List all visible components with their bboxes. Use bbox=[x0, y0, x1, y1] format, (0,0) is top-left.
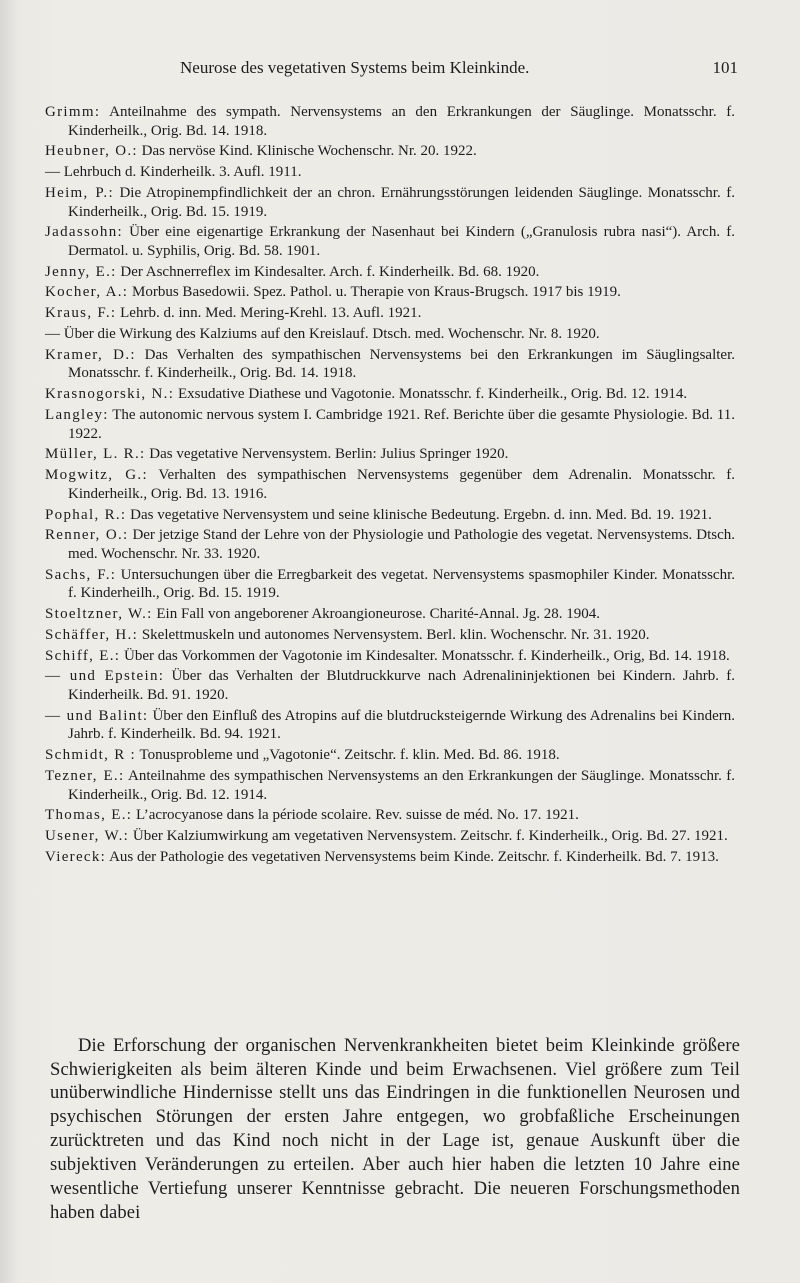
reference-text: — Über die Wirkung des Kalziums auf den Kreislauf. Dtsch. med. Wochenschr. Nr. 8. 1920. bbox=[45, 326, 600, 343]
reference-entry bbox=[45, 626, 735, 645]
reference-entry bbox=[45, 767, 735, 804]
reference-text: Über eine eigenartige Erkrankung der Nasenhaut bei Kindern („Granulosis rubra nasi“). Arch. f. Dermatol. u. Syphilis, Orig. Bd. 58. 1901. bbox=[68, 224, 735, 259]
reference-author: Schiff, E.: bbox=[45, 647, 121, 664]
reference-author: Stoeltzner, W.: bbox=[45, 606, 153, 623]
reference-entry bbox=[45, 406, 735, 443]
reference-text: Das vegetative Nervensystem und seine klinische Bedeutung. Ergebn. d. inn. Med. Bd. 19. 1921. bbox=[126, 506, 712, 523]
reference-author: Müller, L. R.: bbox=[45, 446, 146, 463]
reference-author: Schmidt, R : bbox=[45, 747, 137, 764]
reference-text: Aus der Pathologie des vegetativen Nervensystems beim Kinde. Zeitschr. f. Kinderheilk. Bd. 7. 1913. bbox=[106, 848, 719, 865]
reference-text: Das nervöse Kind. Klinische Wochenschr. Nr. 20. 1922. bbox=[137, 143, 477, 160]
reference-entry bbox=[45, 647, 735, 666]
reference-text: Morbus Basedowii. Spez. Pathol. u. Therapie von Kraus-Brugsch. 1917 bis 1919. bbox=[128, 284, 621, 301]
reference-entry bbox=[45, 263, 735, 282]
reference-text: Ein Fall von angeborener Akroangioneurose. Charité-Annal. Jg. 28. 1904. bbox=[152, 606, 601, 623]
reference-entry bbox=[45, 184, 735, 221]
reference-entry bbox=[45, 346, 735, 383]
reference-entry bbox=[45, 566, 735, 603]
reference-entry bbox=[45, 848, 735, 867]
reference-author: — und Balint: bbox=[45, 707, 149, 724]
reference-text: — Lehrbuch d. Kinderheilk. 3. Aufl. 1911. bbox=[45, 164, 302, 181]
reference-text: Das vegetative Nervensystem. Berlin: Julius Springer 1920. bbox=[145, 446, 509, 463]
body-paragraph: Die Erforschung der organischen Nervenkrankheiten bietet beim Kleinkinde größere Schwierigkeiten als beim älteren Kinde und beim Erwachsenen. Viel größere zum Teil unüberwindliche Hindernisse stellt uns das Eindringen in die funktionellen Neurosen und psychischen Störungen der ersten Jahre entgegen, wo grobfaßliche Erscheinungen zurücktreten und das Kind noch nicht in der Lage ist, genaue Auskunft über die subjektiven Veränderungen zu erteilen. Aber auch hier haben die letzten 10 Jahre eine wesentliche Vertiefung unserer Kenntnisse gebracht. Die neueren Forschungsmethoden haben dabei bbox=[50, 1034, 740, 1223]
reference-text: Über das Verhalten der Blutdruckkurve nach Adrenalininjektionen bei Kindern. Jahrb. f. Kinderheilk. Bd. 91. 1920. bbox=[68, 668, 735, 703]
reference-author: Kraus, F.: bbox=[45, 305, 117, 322]
reference-entry bbox=[45, 707, 735, 744]
reference-entry bbox=[45, 466, 735, 503]
reference-text: The autonomic nervous system I. Cambridge 1921. Ref. Berichte über die gesamte Physiologie. Bd. 11. 1922. bbox=[68, 406, 735, 442]
reference-text: Untersuchungen über die Erregbarkeit des vegetat. Nervensystems spasmophiler Kinder. Monatsschr. f. Kinderheilh., Orig. Bd. 15. 1919. bbox=[68, 566, 735, 602]
reference-entry bbox=[45, 806, 735, 825]
reference-author: Usener, W.: bbox=[45, 828, 130, 845]
reference-entry bbox=[45, 142, 735, 161]
reference-author: Mogwitz, G.: bbox=[45, 467, 148, 484]
reference-author: Sachs, F.: bbox=[45, 566, 117, 583]
reference-author: Pophal, R.: bbox=[45, 506, 127, 523]
reference-author: — und Epstein: bbox=[45, 668, 165, 685]
reference-text: Das Verhalten des sympathischen Nervensystems bei den Erkrankungen im Säuglingsalter. Monatsschr. f. Kinderheilk., Orig. Bd. 14. 1918. bbox=[68, 346, 735, 382]
reference-text: Anteilnahme des sympath. Nervensystems an den Erkrankungen der Säuglinge. Monatsschr. f. Kinderheilk., Orig. Bd. 14. 1918. bbox=[68, 104, 735, 139]
reference-author: Krasnogorski, N.: bbox=[45, 386, 175, 403]
reference-entry bbox=[45, 385, 735, 404]
reference-author: Kocher, A.: bbox=[45, 284, 129, 301]
reference-text: Über das Vorkommen der Vagotonie im Kindesalter. Monatsschr. f. Kinderheilk., Orig, Bd. 14. 1918. bbox=[120, 647, 730, 664]
reference-author: Jenny, E.: bbox=[45, 263, 117, 280]
reference-entry bbox=[45, 746, 735, 765]
page-number: 101 bbox=[712, 58, 738, 77]
reference-author: Schäffer, H.: bbox=[45, 626, 139, 643]
reference-text: Tonusprobleme und „Vagotonie“. Zeitschr. f. klin. Med. Bd. 86. 1918. bbox=[136, 747, 560, 764]
reference-entry bbox=[45, 304, 735, 323]
reference-author: Thomas, E.: bbox=[45, 807, 133, 824]
reference-entry bbox=[45, 103, 735, 140]
reference-author: Heim, P.: bbox=[45, 184, 114, 201]
reference-entry bbox=[45, 605, 735, 624]
reference-text: Anteilnahme des sympathischen Nervensystems an den Erkrankungen der Säuglinge. Monatsschr. f. Kinderheilk., Orig. Bd. 12. 1914. bbox=[68, 767, 735, 803]
reference-text: Lehrb. d. inn. Med. Mering-Krehl. 13. Aufl. 1921. bbox=[116, 305, 422, 322]
reference-entry bbox=[45, 223, 735, 260]
running-title: Neurose des vegetativen Systems beim Kleinkinde. bbox=[180, 58, 530, 77]
reference-entry bbox=[45, 163, 735, 182]
reference-entry bbox=[45, 827, 735, 846]
reference-text: Der Aschnerreflex im Kindesalter. Arch. f. Kinderheilk. Bd. 68. 1920. bbox=[116, 263, 540, 280]
reference-text: Über Kalziumwirkung am vegetativen Nervensystem. Zeitschr. f. Kinderheilk., Orig. Bd. 27. 1921. bbox=[129, 828, 728, 845]
reference-author: Renner, O.: bbox=[45, 527, 129, 544]
reference-list bbox=[45, 103, 735, 869]
reference-entry bbox=[45, 445, 735, 464]
reference-entry bbox=[45, 283, 735, 302]
page-header bbox=[40, 58, 740, 82]
reference-author: Heubner, O.: bbox=[45, 143, 138, 160]
reference-entry bbox=[45, 667, 735, 704]
reference-author: Tezner, E.: bbox=[45, 767, 125, 784]
reference-entry bbox=[45, 526, 735, 563]
reference-text: Verhalten des sympathischen Nervensystems gegenüber dem Adrenalin. Monatsschr. f. Kinderheilk., Orig. Bd. 13. 1916. bbox=[68, 467, 735, 502]
reference-entry bbox=[45, 325, 735, 344]
reference-text: Die Atropinempfindlichkeit der an chron. Ernährungsstörungen leidenden Säuglinge. Monatsschr. f. Kinderheilk., Orig. Bd. 15. 1919. bbox=[68, 184, 735, 220]
reference-entry bbox=[45, 506, 735, 525]
reference-text: Skelettmuskeln und autonomes Nervensystem. Berl. klin. Wochenschr. Nr. 31. 1920. bbox=[138, 626, 650, 643]
reference-author: Langley: bbox=[45, 406, 109, 423]
reference-author: Viereck: bbox=[45, 848, 107, 865]
reference-author: Grimm: bbox=[45, 104, 101, 120]
reference-author: Jadassohn: bbox=[45, 224, 123, 241]
reference-author: Kramer, D.: bbox=[45, 346, 136, 363]
reference-text: Der jetzige Stand der Lehre von der Physiologie und Pathologie des vegetat. Nervensystems. Dtsch. med. Wochenschr. Nr. 33. 1920. bbox=[68, 527, 736, 562]
reference-text: Über den Einfluß des Atropins auf die blutdrucksteigernde Wirkung des Adrenalins bei Kindern. Jahrb. f. Kinderheilk. Bd. 94. 1921. bbox=[68, 707, 736, 743]
reference-text: Exsudative Diathese und Vagotonie. Monatsschr. f. Kinderheilk., Orig. Bd. 12. 1914. bbox=[174, 386, 688, 403]
reference-text: L’acrocyanose dans la période scolaire. Rev. suisse de méd. No. 17. 1921. bbox=[132, 807, 579, 824]
